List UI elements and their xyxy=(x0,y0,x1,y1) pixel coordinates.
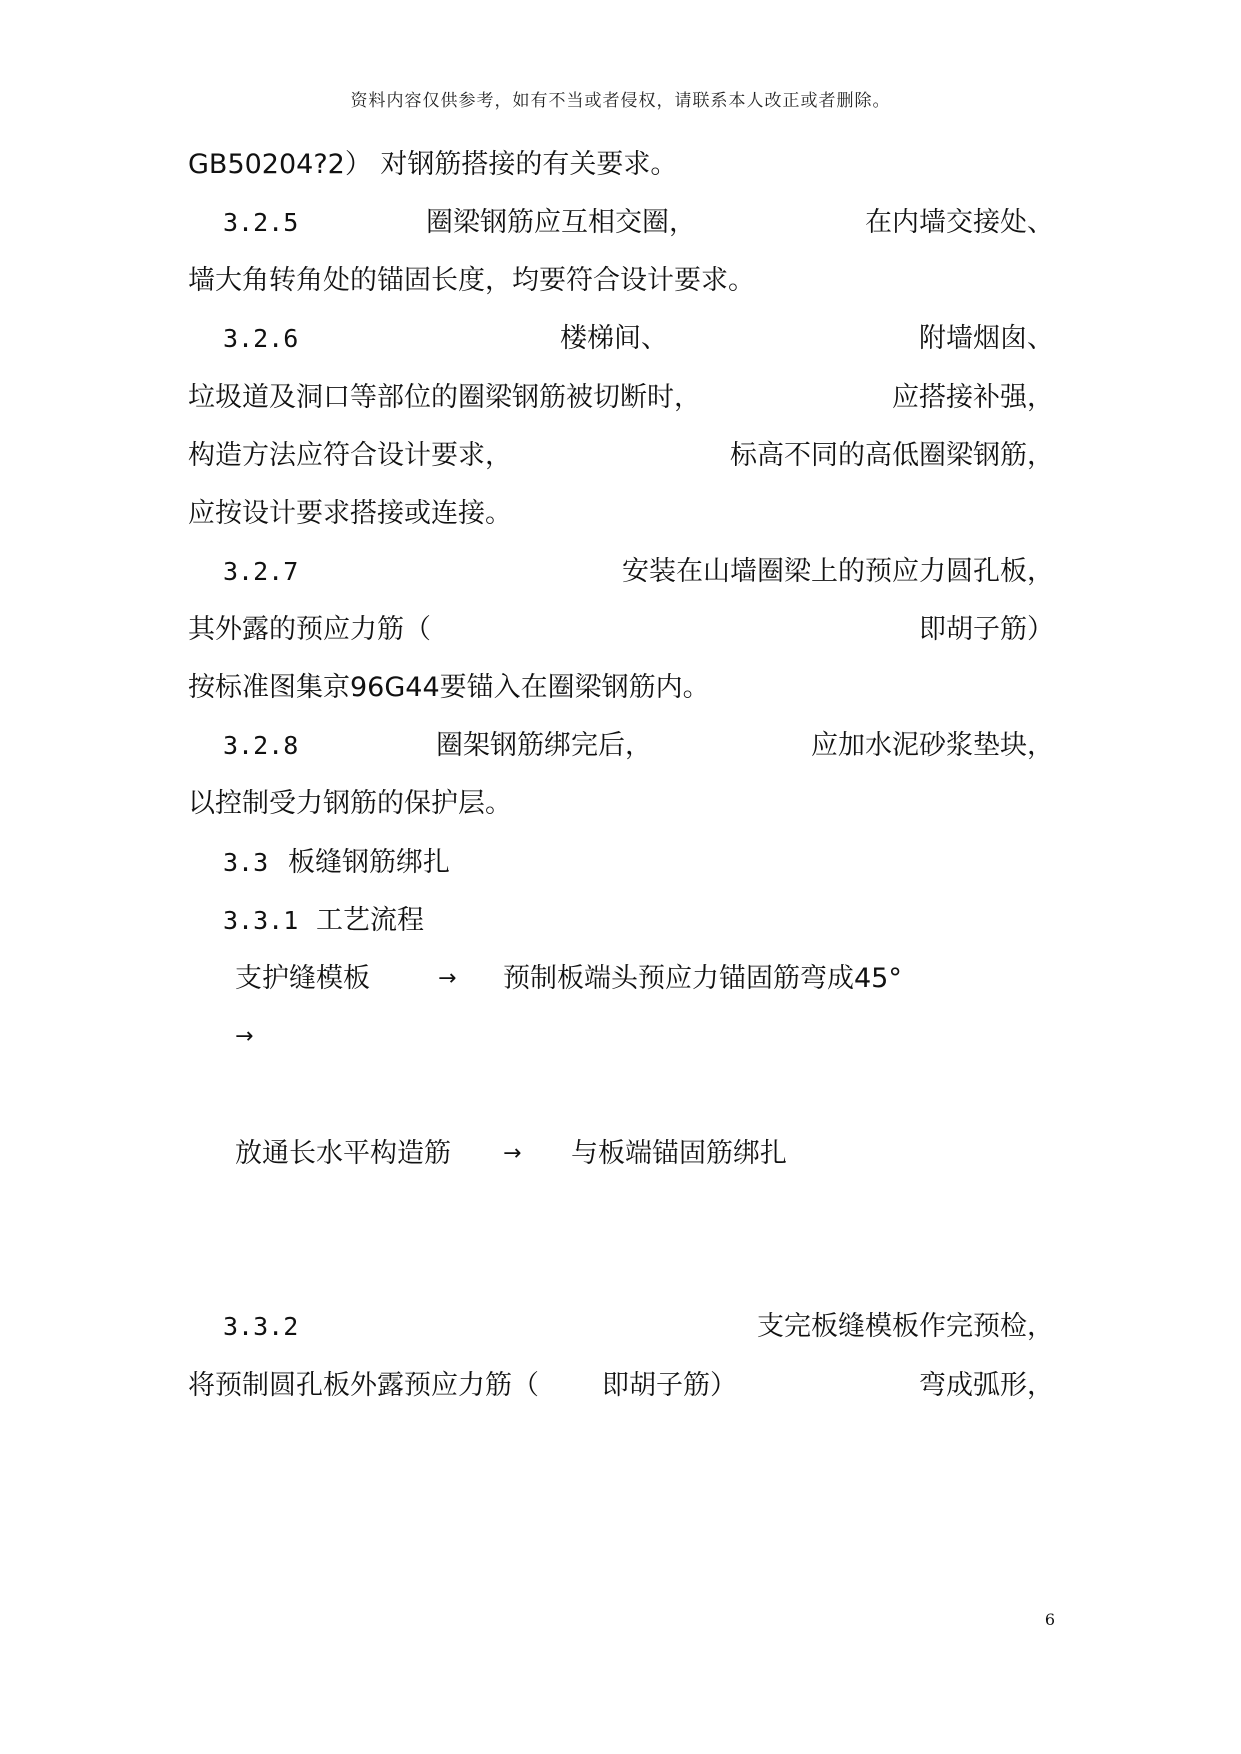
section-number: 3.2.8 xyxy=(223,731,299,760)
line-text: 即胡子筋） xyxy=(919,614,1054,645)
line-text: 标高不同的高低圈梁钢筋， xyxy=(730,440,1054,471)
line-text: 支完板缝模板作完预检， xyxy=(757,1311,1054,1342)
text-line xyxy=(188,668,1054,708)
line-text: 附墙烟囱、 xyxy=(919,323,1054,354)
page-header-disclaimer: 资料内容仅供参考，如有不当或者侵权，请联系本人改正或者删除。 xyxy=(350,91,891,111)
line-text: 将预制圆孔板外露预应力筋（ xyxy=(188,1370,539,1401)
section-3-2-8 xyxy=(188,726,1054,766)
line-text: 其外露的预应力筋（ xyxy=(188,614,431,645)
text-line xyxy=(188,610,1054,650)
text-line xyxy=(188,436,1054,476)
process-flow-arrow xyxy=(188,1017,1054,1057)
section-3-3-2 xyxy=(188,1307,1054,1347)
section-number: 3.3.1 xyxy=(223,906,299,935)
process-flow-step-1 xyxy=(188,959,1054,999)
arrow-right-icon: → xyxy=(235,1024,254,1049)
arrow-right-icon: → xyxy=(438,966,457,991)
text-line xyxy=(188,494,1054,534)
line-text: 构造方法应符合设计要求， xyxy=(188,440,512,471)
process-flow-step-2 xyxy=(188,1134,1054,1174)
line-text: 以控制受力钢筋的保护层。 xyxy=(188,788,512,819)
text-line xyxy=(188,145,1054,185)
section-number: 3.2.7 xyxy=(223,557,299,586)
section-number: 3.2.5 xyxy=(223,208,299,237)
line-text: 楼梯间、 xyxy=(560,323,668,354)
page-number: 6 xyxy=(1044,1610,1055,1629)
flow-step: 支护缝模板 xyxy=(235,963,370,994)
section-number: 3.3.2 xyxy=(223,1312,299,1341)
line-text: 在内墙交接处、 xyxy=(865,207,1054,238)
section-3-3 xyxy=(188,843,1054,883)
line-text: 弯成弧形， xyxy=(919,1370,1054,1401)
line-text: 墙大角转角处的锚固长度，均要符合设计要求。 xyxy=(188,265,755,296)
section-3-2-5 xyxy=(188,203,1054,243)
flow-step: 与板端锚固筋绑扎 xyxy=(571,1138,787,1169)
text-line xyxy=(188,378,1054,418)
section-number: 3.3 xyxy=(223,848,269,877)
section-3-3-1 xyxy=(188,901,1054,941)
flow-step: 放通长水平构造筋 xyxy=(235,1138,451,1169)
text-line xyxy=(188,261,1054,301)
section-heading: 板缝钢筋绑扎 xyxy=(288,847,450,878)
section-heading: 工艺流程 xyxy=(316,905,424,936)
text-line xyxy=(188,784,1054,824)
line-text: 圈梁钢筋应互相交圈， xyxy=(426,207,696,238)
section-3-2-6 xyxy=(188,319,1054,359)
line-text: 应搭接补强， xyxy=(892,382,1054,413)
line-text: 安装在山墙圈梁上的预应力圆孔板， xyxy=(622,556,1054,587)
line-text: 应加水泥砂浆垫块， xyxy=(811,730,1054,761)
section-3-2-7 xyxy=(188,552,1054,592)
line-text: 应按设计要求搭接或连接。 xyxy=(188,498,512,529)
line-text: 即胡子筋） xyxy=(602,1370,737,1401)
line-text: 圈架钢筋绑完后， xyxy=(436,730,652,761)
arrow-right-icon: → xyxy=(503,1141,522,1166)
text-line xyxy=(188,1366,1054,1406)
line-text: 垃圾道及洞口等部位的圈梁钢筋被切断时， xyxy=(188,382,701,413)
line-text: 按标准图集京96G44要锚入在圈梁钢筋内。 xyxy=(188,672,710,703)
section-number: 3.2.6 xyxy=(223,324,299,353)
line-text: GB50204?2） 对钢筋搭接的有关要求。 xyxy=(188,149,678,180)
flow-step: 预制板端头预应力锚固筋弯成45° xyxy=(503,963,902,994)
